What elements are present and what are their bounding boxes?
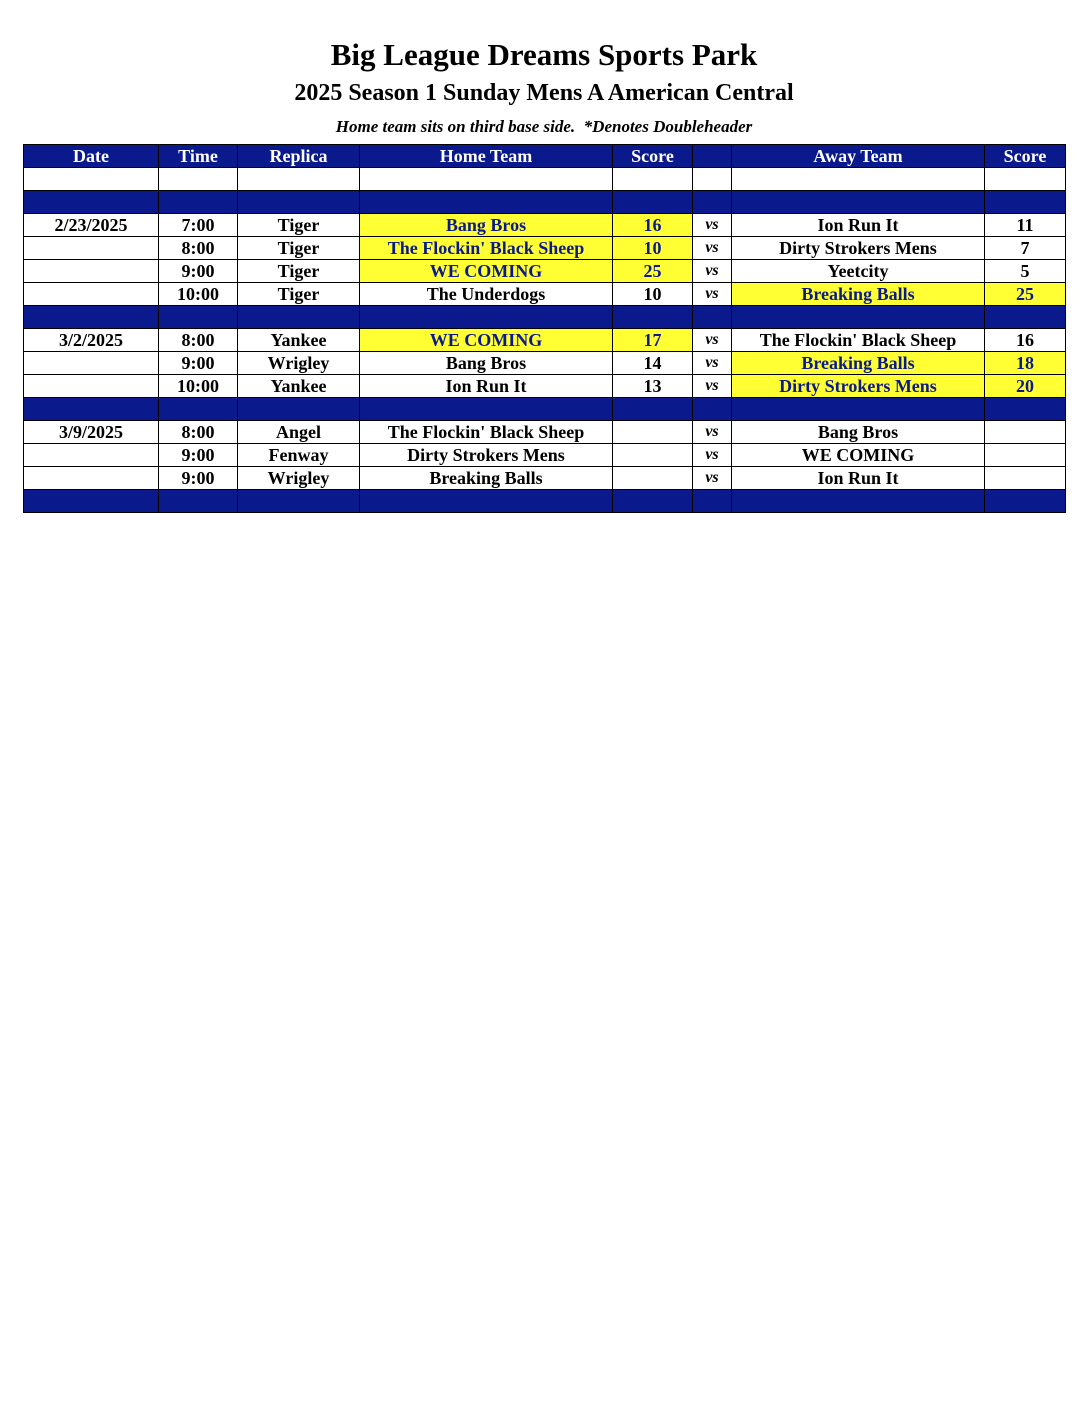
game-time-cell: 8:00 — [159, 237, 238, 260]
home-score-cell: 14 — [613, 352, 693, 375]
table-row — [24, 352, 1066, 375]
away-team-cell: Ion Run It — [732, 214, 985, 237]
column-header-date: Date — [24, 145, 159, 168]
empty-cell — [613, 398, 693, 421]
table-row — [24, 260, 1066, 283]
table-row — [24, 329, 1066, 352]
empty-cell — [693, 490, 732, 513]
column-header-replica: Replica — [238, 145, 360, 168]
empty-cell — [24, 168, 159, 191]
table-row — [24, 214, 1066, 237]
column-header-away-score: Score — [985, 145, 1066, 168]
game-date-cell — [24, 467, 159, 490]
away-team-cell: Bang Bros — [732, 421, 985, 444]
empty-cell — [985, 168, 1066, 191]
empty-cell — [238, 398, 360, 421]
game-time-cell: 10:00 — [159, 375, 238, 398]
game-time-cell: 9:00 — [159, 467, 238, 490]
home-score-cell — [613, 444, 693, 467]
home-score-cell — [613, 421, 693, 444]
week-separator-row — [24, 398, 1066, 421]
week-separator-row — [24, 306, 1066, 329]
table-row — [24, 444, 1066, 467]
column-header-home-team: Home Team — [360, 145, 613, 168]
empty-cell — [985, 191, 1066, 214]
vs-label-cell: vs — [693, 237, 732, 260]
replica-field-cell: Yankee — [238, 375, 360, 398]
away-score-cell: 7 — [985, 237, 1066, 260]
away-team-cell: The Flockin' Black Sheep — [732, 329, 985, 352]
home-team-cell: Bang Bros — [360, 352, 613, 375]
game-time-cell: 9:00 — [159, 444, 238, 467]
game-time-cell: 8:00 — [159, 329, 238, 352]
game-time-cell: 10:00 — [159, 283, 238, 306]
column-header-home-score: Score — [613, 145, 693, 168]
away-score-cell: 18 — [985, 352, 1066, 375]
home-score-cell: 25 — [613, 260, 693, 283]
vs-label-cell: vs — [693, 421, 732, 444]
empty-cell — [613, 306, 693, 329]
replica-field-cell: Angel — [238, 421, 360, 444]
home-team-cell: Bang Bros — [360, 214, 613, 237]
replica-field-cell: Fenway — [238, 444, 360, 467]
empty-cell — [238, 168, 360, 191]
empty-cell — [732, 490, 985, 513]
home-score-cell: 16 — [613, 214, 693, 237]
empty-cell — [238, 306, 360, 329]
away-score-cell: 20 — [985, 375, 1066, 398]
empty-cell — [360, 168, 613, 191]
vs-label-cell: vs — [693, 214, 732, 237]
away-team-cell: Breaking Balls — [732, 352, 985, 375]
empty-cell — [732, 191, 985, 214]
empty-cell — [693, 306, 732, 329]
away-score-cell: 16 — [985, 329, 1066, 352]
week-separator-row — [24, 191, 1066, 214]
home-score-cell: 17 — [613, 329, 693, 352]
away-team-cell: WE COMING — [732, 444, 985, 467]
away-score-cell: 11 — [985, 214, 1066, 237]
page-subtitle: 2025 Season 1 Sunday Mens A American Central — [294, 80, 794, 106]
empty-cell — [732, 306, 985, 329]
game-time-cell: 9:00 — [159, 260, 238, 283]
empty-cell — [159, 490, 238, 513]
vs-label-cell: vs — [693, 329, 732, 352]
vs-label-cell: vs — [693, 467, 732, 490]
away-score-cell: 5 — [985, 260, 1066, 283]
replica-field-cell: Wrigley — [238, 467, 360, 490]
away-score-cell — [985, 467, 1066, 490]
vs-label-cell: vs — [693, 352, 732, 375]
home-team-cell: WE COMING — [360, 260, 613, 283]
table-row — [24, 421, 1066, 444]
empty-cell — [24, 191, 159, 214]
empty-cell — [693, 191, 732, 214]
page-title: Big League Dreams Sports Park — [330, 37, 758, 72]
away-team-cell: Dirty Strokers Mens — [732, 375, 985, 398]
week-separator-row — [24, 490, 1066, 513]
home-team-cell: The Underdogs — [360, 283, 613, 306]
empty-cell — [693, 168, 732, 191]
away-score-cell — [985, 444, 1066, 467]
game-date-cell — [24, 260, 159, 283]
away-team-cell: Yeetcity — [732, 260, 985, 283]
vs-label-cell: vs — [693, 444, 732, 467]
table-row — [24, 467, 1066, 490]
home-team-cell: Dirty Strokers Mens — [360, 444, 613, 467]
home-score-cell: 10 — [613, 283, 693, 306]
empty-cell — [985, 306, 1066, 329]
column-header-vs — [693, 145, 732, 168]
home-team-cell: Breaking Balls — [360, 467, 613, 490]
home-team-cell: The Flockin' Black Sheep — [360, 237, 613, 260]
home-team-cell: Ion Run It — [360, 375, 613, 398]
away-team-cell: Dirty Strokers Mens — [732, 237, 985, 260]
vs-label-cell: vs — [693, 283, 732, 306]
home-score-cell: 10 — [613, 237, 693, 260]
game-date-cell — [24, 352, 159, 375]
home-score-cell — [613, 467, 693, 490]
empty-cell — [732, 398, 985, 421]
empty-cell — [159, 168, 238, 191]
replica-field-cell: Tiger — [238, 237, 360, 260]
table-row — [24, 283, 1066, 306]
empty-cell — [24, 398, 159, 421]
empty-cell — [732, 168, 985, 191]
empty-cell — [360, 306, 613, 329]
away-score-cell: 25 — [985, 283, 1066, 306]
schedule-note: Home team sits on third base side. *Denotes Doubleheader — [335, 117, 753, 136]
replica-field-cell: Tiger — [238, 283, 360, 306]
game-date-cell: 2/23/2025 — [24, 214, 159, 237]
schedule-table — [23, 144, 1066, 513]
away-team-cell: Ion Run It — [732, 467, 985, 490]
table-row — [24, 375, 1066, 398]
empty-cell — [238, 490, 360, 513]
home-team-cell: WE COMING — [360, 329, 613, 352]
game-date-cell — [24, 283, 159, 306]
game-date-cell — [24, 375, 159, 398]
vs-label-cell: vs — [693, 375, 732, 398]
blank-row — [24, 168, 1066, 191]
empty-cell — [360, 191, 613, 214]
replica-field-cell: Wrigley — [238, 352, 360, 375]
schedule-body — [24, 168, 1066, 513]
empty-cell — [159, 191, 238, 214]
column-header-away-team: Away Team — [732, 145, 985, 168]
game-date-cell — [24, 237, 159, 260]
game-date-cell — [24, 444, 159, 467]
empty-cell — [360, 490, 613, 513]
game-time-cell: 8:00 — [159, 421, 238, 444]
empty-cell — [613, 490, 693, 513]
replica-field-cell: Yankee — [238, 329, 360, 352]
empty-cell — [24, 306, 159, 329]
game-time-cell: 7:00 — [159, 214, 238, 237]
away-team-cell: Breaking Balls — [732, 283, 985, 306]
empty-cell — [613, 191, 693, 214]
column-header-time: Time — [159, 145, 238, 168]
game-date-cell: 3/9/2025 — [24, 421, 159, 444]
empty-cell — [985, 490, 1066, 513]
home-score-cell: 13 — [613, 375, 693, 398]
empty-cell — [24, 490, 159, 513]
empty-cell — [693, 398, 732, 421]
game-time-cell: 9:00 — [159, 352, 238, 375]
replica-field-cell: Tiger — [238, 214, 360, 237]
empty-cell — [238, 191, 360, 214]
table-header-row — [24, 145, 1066, 168]
replica-field-cell: Tiger — [238, 260, 360, 283]
away-score-cell — [985, 421, 1066, 444]
empty-cell — [985, 398, 1066, 421]
empty-cell — [360, 398, 613, 421]
game-date-cell: 3/2/2025 — [24, 329, 159, 352]
home-team-cell: The Flockin' Black Sheep — [360, 421, 613, 444]
empty-cell — [159, 306, 238, 329]
empty-cell — [159, 398, 238, 421]
vs-label-cell: vs — [693, 260, 732, 283]
table-row — [24, 237, 1066, 260]
empty-cell — [613, 168, 693, 191]
